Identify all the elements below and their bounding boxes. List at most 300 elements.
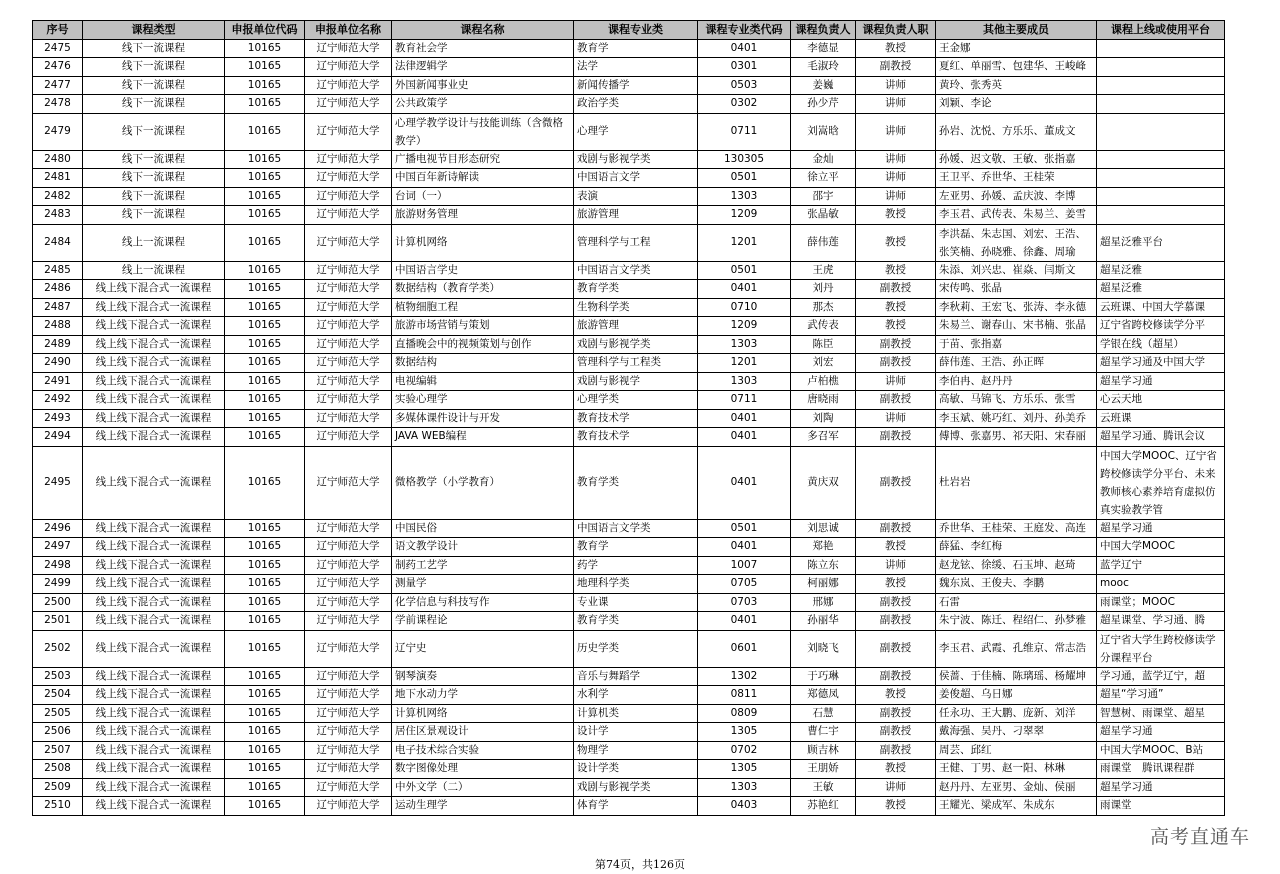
cell-major-category: 管理科学与工程: [574, 224, 698, 261]
cell-major-code: 1201: [698, 354, 791, 373]
cell-members: 孙岩、沈悦、方乐乐、董成文: [936, 113, 1097, 150]
cell-leader-title: 讲师: [856, 556, 936, 575]
cell-unit-name: 辽宁师范大学: [305, 519, 392, 538]
cell-leader-title: 副教授: [856, 667, 936, 686]
cell-leader-title: 教授: [856, 797, 936, 816]
cell-unit-code: 10165: [225, 612, 305, 631]
cell-major-code: 0301: [698, 58, 791, 77]
cell-unit-name: 辽宁师范大学: [305, 778, 392, 797]
cell-index: 2487: [33, 298, 83, 317]
cell-course-type: 线上线下混合式一流课程: [83, 686, 225, 705]
cell-major-code: 0501: [698, 169, 791, 188]
cell-major-category: 旅游管理: [574, 317, 698, 336]
cell-course-type: 线上线下混合式一流课程: [83, 741, 225, 760]
cell-platform: [1097, 95, 1225, 114]
col-header-unit-name: 申报单位名称: [305, 21, 392, 40]
cell-members: 王耀光、梁成军、朱成东: [936, 797, 1097, 816]
cell-index: 2499: [33, 575, 83, 594]
cell-members: 魏东岚、王俊夫、李鹏: [936, 575, 1097, 594]
cell-index: 2509: [33, 778, 83, 797]
cell-course-name: 中外文学（二）: [392, 778, 574, 797]
cell-platform: 智慧树、雨课堂、超星: [1097, 704, 1225, 723]
cell-major-category: 设计学: [574, 723, 698, 742]
cell-course-type: 线下一流课程: [83, 206, 225, 225]
cell-unit-name: 辽宁师范大学: [305, 372, 392, 391]
cell-unit-name: 辽宁师范大学: [305, 206, 392, 225]
cell-leader-title: 讲师: [856, 372, 936, 391]
col-header-unit-code: 申报单位代码: [225, 21, 305, 40]
cell-index: 2498: [33, 556, 83, 575]
cell-index: 2477: [33, 76, 83, 95]
cell-unit-code: 10165: [225, 409, 305, 428]
cell-index: 2476: [33, 58, 83, 77]
cell-course-type: 线上线下混合式一流课程: [83, 797, 225, 816]
cell-unit-name: 辽宁师范大学: [305, 224, 392, 261]
cell-unit-name: 辽宁师范大学: [305, 280, 392, 299]
cell-leader-title: 副教授: [856, 593, 936, 612]
cell-index: 2496: [33, 519, 83, 538]
cell-course-name: 法律逻辑学: [392, 58, 574, 77]
cell-members: 宋传鸣、张晶: [936, 280, 1097, 299]
cell-platform: [1097, 169, 1225, 188]
cell-unit-name: 辽宁师范大学: [305, 686, 392, 705]
cell-course-type: 线上线下混合式一流课程: [83, 538, 225, 557]
cell-index: 2491: [33, 372, 83, 391]
cell-major-category: 法学: [574, 58, 698, 77]
cell-platform: 雨课堂；MOOC: [1097, 593, 1225, 612]
page-footer: 第74页，共126页: [595, 858, 685, 871]
cell-major-category: 生物科学类: [574, 298, 698, 317]
cell-unit-name: 辽宁师范大学: [305, 354, 392, 373]
table-row: [33, 519, 1225, 538]
cell-leader-title: 副教授: [856, 723, 936, 742]
cell-course-name: 辽宁史: [392, 630, 574, 667]
cell-major-code: 0401: [698, 446, 791, 519]
cell-index: 2510: [33, 797, 83, 816]
cell-major-code: 1303: [698, 187, 791, 206]
cell-major-category: 水利学: [574, 686, 698, 705]
table-row: [33, 612, 1225, 631]
cell-major-code: 0710: [698, 298, 791, 317]
cell-leader: 李德显: [791, 39, 856, 58]
table-row: [33, 317, 1225, 336]
col-header-course-name: 课程名称: [392, 21, 574, 40]
cell-course-type: 线上线下混合式一流课程: [83, 446, 225, 519]
cell-unit-code: 10165: [225, 280, 305, 299]
cell-course-type: 线上线下混合式一流课程: [83, 760, 225, 779]
cell-unit-code: 10165: [225, 224, 305, 261]
table-row: [33, 298, 1225, 317]
table-row: [33, 593, 1225, 612]
cell-course-name: 数据结构（教育学类）: [392, 280, 574, 299]
cell-leader: 姜巍: [791, 76, 856, 95]
cell-leader: 石慧: [791, 704, 856, 723]
cell-course-name: 钢琴演奏: [392, 667, 574, 686]
table-row: [33, 538, 1225, 557]
cell-index: 2508: [33, 760, 83, 779]
cell-leader: 陈臣: [791, 335, 856, 354]
cell-unit-name: 辽宁师范大学: [305, 76, 392, 95]
cell-index: 2478: [33, 95, 83, 114]
cell-unit-name: 辽宁师范大学: [305, 261, 392, 280]
table-row: [33, 95, 1225, 114]
cell-members: 朱添、刘兴忠、崔焱、闫斯文: [936, 261, 1097, 280]
cell-major-category: 教育技术学: [574, 428, 698, 447]
cell-leader: 孙丽华: [791, 612, 856, 631]
cell-course-name: 学前课程论: [392, 612, 574, 631]
cell-leader-title: 副教授: [856, 391, 936, 410]
cell-unit-code: 10165: [225, 778, 305, 797]
cell-course-type: 线上线下混合式一流课程: [83, 612, 225, 631]
table-row: [33, 741, 1225, 760]
cell-unit-code: 10165: [225, 741, 305, 760]
cell-members: 姜俊超、乌日娜: [936, 686, 1097, 705]
cell-leader: 顾吉林: [791, 741, 856, 760]
cell-index: 2484: [33, 224, 83, 261]
cell-unit-code: 10165: [225, 797, 305, 816]
cell-course-type: 线下一流课程: [83, 58, 225, 77]
cell-leader-title: 副教授: [856, 612, 936, 631]
table-row: [33, 187, 1225, 206]
cell-unit-name: 辽宁师范大学: [305, 741, 392, 760]
cell-major-category: 教育学: [574, 39, 698, 58]
cell-leader: 武传表: [791, 317, 856, 336]
cell-unit-code: 10165: [225, 519, 305, 538]
cell-major-category: 教育学类: [574, 446, 698, 519]
cell-major-category: 心理学类: [574, 391, 698, 410]
cell-major-category: 戏剧与影视学类: [574, 335, 698, 354]
cell-leader: 孙少芹: [791, 95, 856, 114]
cell-course-type: 线下一流课程: [83, 95, 225, 114]
cell-leader-title: 教授: [856, 317, 936, 336]
cell-major-category: 表演: [574, 187, 698, 206]
cell-leader-title: 副教授: [856, 630, 936, 667]
cell-major-code: 0711: [698, 391, 791, 410]
cell-leader-title: 讲师: [856, 150, 936, 169]
cell-unit-name: 辽宁师范大学: [305, 298, 392, 317]
cell-index: 2483: [33, 206, 83, 225]
cell-members: 周芸、邱红: [936, 741, 1097, 760]
table-row: [33, 667, 1225, 686]
cell-platform: 中国大学MOOC、B站: [1097, 741, 1225, 760]
cell-major-code: 0809: [698, 704, 791, 723]
table-row: [33, 630, 1225, 667]
cell-leader: 金灿: [791, 150, 856, 169]
cell-major-category: 药学: [574, 556, 698, 575]
cell-unit-name: 辽宁师范大学: [305, 667, 392, 686]
cell-leader: 刘思诚: [791, 519, 856, 538]
cell-major-code: 0401: [698, 612, 791, 631]
cell-unit-name: 辽宁师范大学: [305, 95, 392, 114]
cell-major-code: 0302: [698, 95, 791, 114]
cell-leader-title: 教授: [856, 224, 936, 261]
table-row: [33, 280, 1225, 299]
cell-major-category: 旅游管理: [574, 206, 698, 225]
cell-course-type: 线上线下混合式一流课程: [83, 391, 225, 410]
table-row: [33, 686, 1225, 705]
cell-index: 2505: [33, 704, 83, 723]
cell-unit-code: 10165: [225, 187, 305, 206]
cell-course-type: 线上线下混合式一流课程: [83, 335, 225, 354]
cell-major-category: 教育技术学: [574, 409, 698, 428]
cell-platform: 蓝学辽宁: [1097, 556, 1225, 575]
cell-leader: 刘晓飞: [791, 630, 856, 667]
cell-course-name: 数据结构: [392, 354, 574, 373]
cell-course-type: 线上线下混合式一流课程: [83, 317, 225, 336]
table-row: [33, 723, 1225, 742]
cell-index: 2490: [33, 354, 83, 373]
cell-course-type: 线上线下混合式一流课程: [83, 667, 225, 686]
cell-members: 王健、丁男、赵一阳、林琳: [936, 760, 1097, 779]
cell-platform: 雨课堂: [1097, 797, 1225, 816]
cell-leader-title: 副教授: [856, 704, 936, 723]
cell-major-category: 地理科学类: [574, 575, 698, 594]
cell-members: 侯蔷、于佳楠、陈璃瑶、杨耀坤: [936, 667, 1097, 686]
course-table: [32, 20, 1225, 816]
cell-course-name: 中国语言学史: [392, 261, 574, 280]
cell-platform: [1097, 206, 1225, 225]
cell-platform: [1097, 58, 1225, 77]
cell-major-code: 1007: [698, 556, 791, 575]
cell-unit-code: 10165: [225, 760, 305, 779]
cell-leader-title: 教授: [856, 538, 936, 557]
cell-members: 石雷: [936, 593, 1097, 612]
table-row: [33, 428, 1225, 447]
cell-major-category: 中国语言文学类: [574, 261, 698, 280]
cell-leader: 王敏: [791, 778, 856, 797]
cell-unit-name: 辽宁师范大学: [305, 538, 392, 557]
cell-index: 2479: [33, 113, 83, 150]
cell-unit-code: 10165: [225, 667, 305, 686]
cell-platform: 辽宁省跨校修读学分平: [1097, 317, 1225, 336]
cell-major-code: 1302: [698, 667, 791, 686]
cell-index: 2500: [33, 593, 83, 612]
cell-unit-code: 10165: [225, 428, 305, 447]
col-header-major-category: 课程专业类: [574, 21, 698, 40]
cell-course-name: 台词（一）: [392, 187, 574, 206]
cell-unit-code: 10165: [225, 372, 305, 391]
cell-major-code: 0705: [698, 575, 791, 594]
cell-course-type: 线上线下混合式一流课程: [83, 723, 225, 742]
cell-major-category: 专业课: [574, 593, 698, 612]
cell-course-type: 线下一流课程: [83, 39, 225, 58]
table-row: [33, 409, 1225, 428]
table-row: [33, 575, 1225, 594]
cell-members: 薛伟莲、王浩、孙正晖: [936, 354, 1097, 373]
cell-leader-title: 教授: [856, 575, 936, 594]
cell-unit-code: 10165: [225, 630, 305, 667]
cell-major-category: 教育学类: [574, 280, 698, 299]
cell-unit-code: 10165: [225, 298, 305, 317]
cell-leader: 刘宏: [791, 354, 856, 373]
cell-course-name: 中国民俗: [392, 519, 574, 538]
cell-unit-name: 辽宁师范大学: [305, 630, 392, 667]
cell-leader-title: 副教授: [856, 519, 936, 538]
cell-members: 李玉君、武传表、朱易兰、姜雪: [936, 206, 1097, 225]
table-row: [33, 206, 1225, 225]
cell-unit-code: 10165: [225, 113, 305, 150]
cell-course-type: 线上线下混合式一流课程: [83, 593, 225, 612]
cell-major-code: 0501: [698, 519, 791, 538]
cell-course-name: 公共政策学: [392, 95, 574, 114]
cell-unit-name: 辽宁师范大学: [305, 39, 392, 58]
table-row: [33, 39, 1225, 58]
cell-members: 赵龙铉、徐缓、石玉坤、赵琦: [936, 556, 1097, 575]
cell-index: 2492: [33, 391, 83, 410]
table-row: [33, 150, 1225, 169]
cell-major-code: 0711: [698, 113, 791, 150]
cell-platform: 超星泛雅平台: [1097, 224, 1225, 261]
table-row: [33, 58, 1225, 77]
table-row: [33, 169, 1225, 188]
cell-leader-title: 副教授: [856, 354, 936, 373]
cell-leader: 刘嵩晗: [791, 113, 856, 150]
cell-unit-name: 辽宁师范大学: [305, 760, 392, 779]
cell-leader: 王朋娇: [791, 760, 856, 779]
cell-index: 2501: [33, 612, 83, 631]
cell-members: 于苗、张指嘉: [936, 335, 1097, 354]
cell-index: 2489: [33, 335, 83, 354]
cell-index: 2485: [33, 261, 83, 280]
cell-course-name: 直播晚会中的视频策划与创作: [392, 335, 574, 354]
cell-members: 刘颖、李论: [936, 95, 1097, 114]
cell-platform: 云班课: [1097, 409, 1225, 428]
cell-major-code: 0503: [698, 76, 791, 95]
cell-platform: 心云天地: [1097, 391, 1225, 410]
cell-platform: 超星学习通: [1097, 372, 1225, 391]
cell-index: 2486: [33, 280, 83, 299]
cell-course-type: 线上线下混合式一流课程: [83, 556, 225, 575]
cell-index: 2497: [33, 538, 83, 557]
cell-platform: mooc: [1097, 575, 1225, 594]
cell-leader: 多召军: [791, 428, 856, 447]
table-row: [33, 113, 1225, 150]
cell-course-name: 植物细胞工程: [392, 298, 574, 317]
cell-index: 2506: [33, 723, 83, 742]
cell-leader-title: 讲师: [856, 778, 936, 797]
cell-platform: [1097, 76, 1225, 95]
cell-leader: 唐晓雨: [791, 391, 856, 410]
cell-platform: 学银在线（超星）: [1097, 335, 1225, 354]
cell-unit-code: 10165: [225, 354, 305, 373]
cell-leader-title: 教授: [856, 298, 936, 317]
cell-major-category: 中国语言文学类: [574, 519, 698, 538]
cell-course-type: 线上线下混合式一流课程: [83, 298, 225, 317]
cell-platform: 超星学习通: [1097, 519, 1225, 538]
col-header-index: 序号: [33, 21, 83, 40]
cell-unit-name: 辽宁师范大学: [305, 335, 392, 354]
cell-unit-code: 10165: [225, 39, 305, 58]
cell-major-code: 0703: [698, 593, 791, 612]
cell-major-code: 1303: [698, 335, 791, 354]
cell-course-name: 语文教学设计: [392, 538, 574, 557]
cell-major-category: 历史学类: [574, 630, 698, 667]
cell-course-type: 线下一流课程: [83, 113, 225, 150]
cell-course-name: 旅游市场营销与策划: [392, 317, 574, 336]
cell-leader-title: 副教授: [856, 741, 936, 760]
table-row: [33, 797, 1225, 816]
cell-members: 李秋莉、王宏飞、张涛、李永德: [936, 298, 1097, 317]
cell-unit-code: 10165: [225, 723, 305, 742]
cell-leader: 刘陶: [791, 409, 856, 428]
cell-leader-title: 教授: [856, 39, 936, 58]
cell-course-type: 线下一流课程: [83, 169, 225, 188]
cell-leader: 张晶敏: [791, 206, 856, 225]
cell-members: 夏红、单丽雪、包建华、王峻峰: [936, 58, 1097, 77]
cell-major-category: 政治学类: [574, 95, 698, 114]
cell-course-type: 线下一流课程: [83, 187, 225, 206]
cell-course-name: 居住区景观设计: [392, 723, 574, 742]
cell-leader: 邢娜: [791, 593, 856, 612]
cell-course-name: 教育社会学: [392, 39, 574, 58]
cell-unit-code: 10165: [225, 556, 305, 575]
cell-major-code: 0401: [698, 428, 791, 447]
cell-leader-title: 副教授: [856, 280, 936, 299]
cell-platform: 超星“学习通”: [1097, 686, 1225, 705]
cell-unit-name: 辽宁师范大学: [305, 723, 392, 742]
cell-leader: 黄庆双: [791, 446, 856, 519]
cell-course-name: 实验心理学: [392, 391, 574, 410]
cell-index: 2495: [33, 446, 83, 519]
cell-members: 朱宁波、陈迁、程绍仁、孙梦雅: [936, 612, 1097, 631]
cell-leader: 郑德凤: [791, 686, 856, 705]
cell-members: 薛猛、李红梅: [936, 538, 1097, 557]
cell-leader-title: 副教授: [856, 58, 936, 77]
cell-index: 2493: [33, 409, 83, 428]
cell-index: 2507: [33, 741, 83, 760]
cell-unit-name: 辽宁师范大学: [305, 593, 392, 612]
table-row: [33, 778, 1225, 797]
cell-platform: 超星学习通: [1097, 778, 1225, 797]
cell-major-code: 1303: [698, 372, 791, 391]
cell-index: 2482: [33, 187, 83, 206]
cell-leader-title: 讲师: [856, 76, 936, 95]
cell-course-name: 心理学教学设计与技能训练（含微格教学）: [392, 113, 574, 150]
cell-leader: 邵宇: [791, 187, 856, 206]
cell-leader-title: 教授: [856, 760, 936, 779]
cell-leader: 曹仁宇: [791, 723, 856, 742]
table-row: [33, 335, 1225, 354]
cell-major-code: 1209: [698, 317, 791, 336]
cell-course-name: 电子技术综合实验: [392, 741, 574, 760]
cell-course-type: 线上线下混合式一流课程: [83, 704, 225, 723]
cell-leader: 那杰: [791, 298, 856, 317]
watermark: 高考直通车: [1149, 826, 1250, 848]
cell-major-code: 0403: [698, 797, 791, 816]
cell-leader: 徐立平: [791, 169, 856, 188]
table-row: [33, 556, 1225, 575]
cell-unit-name: 辽宁师范大学: [305, 58, 392, 77]
cell-major-category: 音乐与舞蹈学: [574, 667, 698, 686]
cell-leader: 王虎: [791, 261, 856, 280]
cell-platform: 超星泛雅: [1097, 261, 1225, 280]
cell-members: 傅博、张嘉男、祁天阳、宋春丽: [936, 428, 1097, 447]
cell-index: 2503: [33, 667, 83, 686]
table-row: [33, 354, 1225, 373]
cell-course-name: 微格教学（小学教育）: [392, 446, 574, 519]
table-row: [33, 391, 1225, 410]
cell-course-type: 线上线下混合式一流课程: [83, 630, 225, 667]
cell-major-code: 0401: [698, 280, 791, 299]
cell-leader-title: 教授: [856, 206, 936, 225]
cell-major-code: 0401: [698, 538, 791, 557]
cell-unit-name: 辽宁师范大学: [305, 446, 392, 519]
cell-major-category: 教育学类: [574, 612, 698, 631]
cell-members: 赵丹丹、左亚男、金灿、侯丽: [936, 778, 1097, 797]
cell-unit-code: 10165: [225, 704, 305, 723]
cell-course-type: 线上线下混合式一流课程: [83, 280, 225, 299]
table-row: [33, 760, 1225, 779]
